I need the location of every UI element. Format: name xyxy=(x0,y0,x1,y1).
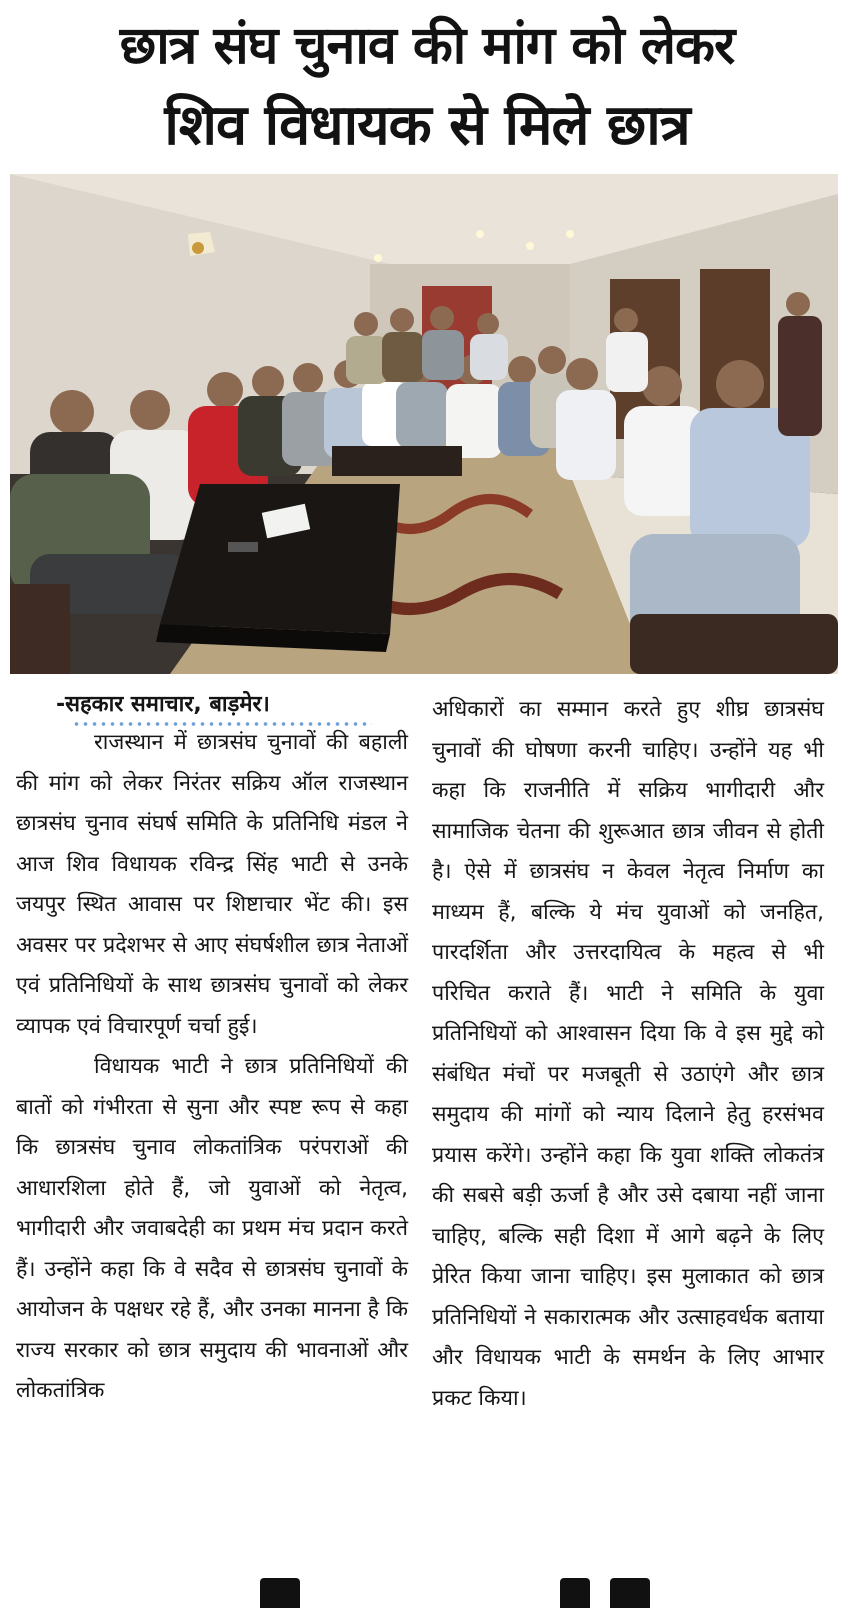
next-headline-fragment xyxy=(560,1578,590,1608)
article-column-right xyxy=(432,690,824,1419)
next-headline-fragment xyxy=(610,1578,650,1608)
article-column-left xyxy=(16,690,408,1412)
headline-line-2: शिव विधायक से मिले छात्र xyxy=(164,93,690,158)
news-photo xyxy=(10,174,838,674)
dateline: -सहकार समाचार, बाड़मेर। xyxy=(56,692,270,717)
headline-line-1: छात्र संघ चुनाव की मांग को लेकर xyxy=(119,16,735,76)
article-paragraph: अधिकारों का सम्मान करते हुए शीघ्र छात्रसंघ चुनावों की घोषणा करनी चाहिए। उन्होंने यह भी कहा कि राजनीति में सक्रिय भागीदारी और सामाजिक चेतना की शुरूआत छात्र जीवन से होती है। ऐसे में छात्रसंघ न केवल नेतृत्व निर्माण का माध्यम हैं, बल्कि ये मंच युवाओं को जनहित, पारदर्शिता और उत्तरदायित्व के महत्व से भी परिचित कराते हैं। भाटी ने समिति के युवा प्रतिनिधियों को आश्वासन दिया कि वे इस मुद्दे को संबंधित मंचों पर मजबूती से उठाएंगे और छात्र समुदाय की मांगों को न्याय दिलाने हेतु हरसंभव प्रयास करेंगे। उन्होंने कहा कि युवा शक्ति लोकतंत्र की सबसे बड़ी ऊर्जा है और उसे दबाया नहीं जाना चाहिए, बल्कि सही दिशा में आगे बढ़ने के लिए प्रेरित किया जाना चाहिए। इस मुलाकात को छात्र प्रतिनिधियों ने सकारात्मक और उत्साहवर्धक बताया और विधायक भाटी के समर्थन के लिए आभार प्रकट किया। xyxy=(432,697,824,1411)
article-paragraph: राजस्थान में छात्रसंघ चुनावों की बहाली की मांग को लेकर निरंतर सक्रिय ऑल राजस्थान छात्रसंघ चुनाव संघर्ष समिति के प्रतिनिधि मंडल ने आज शिव विधायक रविन्द्र सिंह भाटी से उनके जयपुर स्थित आवास पर शिष्टाचार भेंट की। इस अवसर पर प्रदेशभर से आए संघर्षशील छात्र नेताओं एवं प्रतिनिधियों के साथ छात्रसंघ चुनावों को लेकर व्यापक एवं विचारपूर्ण चर्चा हुई। xyxy=(16,730,408,1039)
next-headline-fragment xyxy=(260,1578,300,1608)
article-paragraph: विधायक भाटी ने छात्र प्रतिनिधियों की बातों को गंभीरता से सुना और स्पष्ट रूप से कहा कि छात्रसंघ चुनाव लोकतांत्रिक परंपराओं की आधारशिला होते हैं, जो युवाओं को नेतृत्व, भागीदारी और जवाबदेही का प्रथम मंच प्रदान करते हैं। उन्होंने कहा कि वे सदैव से छात्रसंघ चुनावों के आयोजन के पक्षधर रहे हैं, और उनका मानना है कि राज्य सरकार को छात्र समुदाय की भावनाओं और लोकतांत्रिक xyxy=(16,1054,408,1403)
